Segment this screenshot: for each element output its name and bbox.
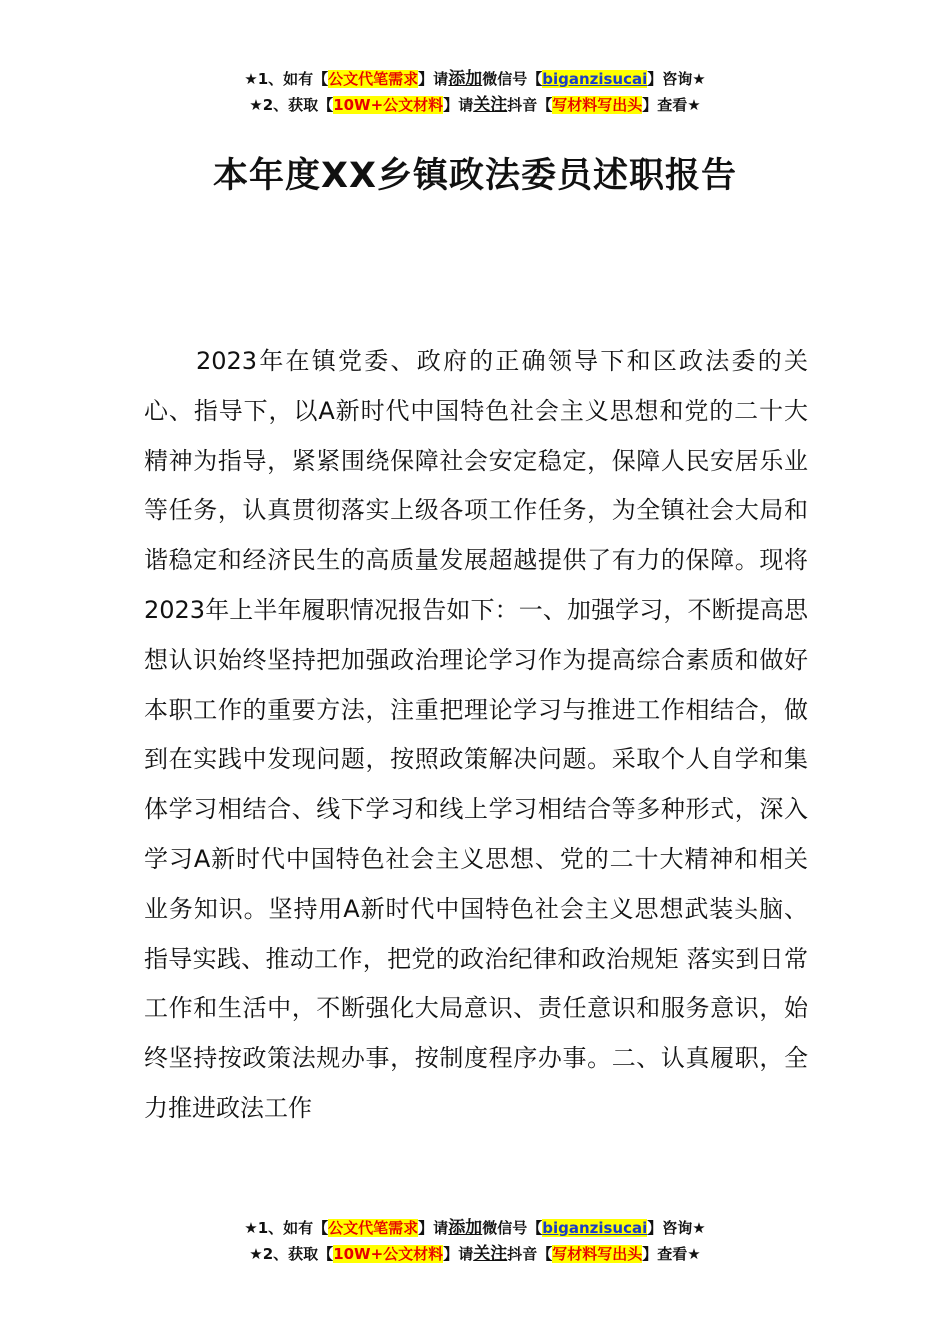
banner-highlight-service: 公文代笔需求 bbox=[328, 1219, 419, 1237]
banner-highlight-materials: 10W+公文材料 bbox=[333, 96, 444, 114]
banner-line-2 bbox=[0, 1241, 950, 1267]
banner-douyin-account[interactable]: 写材料写出头 bbox=[552, 96, 643, 114]
banner-emphasis: 关注 bbox=[473, 1244, 508, 1264]
banner-emphasis: 添加 bbox=[448, 69, 483, 89]
banner-text: 抖音【 bbox=[507, 1245, 553, 1263]
banner-douyin-account[interactable]: 写材料写出头 bbox=[552, 1245, 643, 1263]
footer-banner bbox=[0, 1215, 950, 1267]
banner-text: 】请 bbox=[418, 70, 449, 88]
banner-line-1 bbox=[0, 66, 950, 92]
banner-text: 】请 bbox=[418, 1219, 449, 1237]
body-paragraph: 2023年在镇党委、政府的正确领导下和区政法委的关心、指导下，以A新时代中国特色社会主义思想和党的二十大精神为指导，紧紧围绕保障社会安定稳定，保障人民安居乐业等任务，认真贯彻落实上级各项工作任务，为全镇社会大局和谐稳定和经济民生的高质量发展超越提供了有力的保障。现将2023年上半年履职情况报告如下：一、加强学习，不断提高思想认识始终坚持把加强政治理论学习作为提高综合素质和做好本职工作的重要方法，注重把理论学习与推进工作相结合，做到在实践中发现问题，按照政策解决问题。采取个人自学和集体学习相结合、线下学习和线上学习相结合等多种形式，深入学习A新时代中国特色社会主义思想、党的二十大精神和相关业务知识。坚持用A新时代中国特色社会主义思想武装头脑、指导实践、推动工作，把党的政治纪律和政治规矩 落实到日常工作和生活中，不断强化大局意识、责任意识和服务意识，始终坚持按政策法规办事，按制度程序办事。二、认真履职，全力推进政法工作 bbox=[144, 347, 808, 1122]
banner-text: ★1、如有【 bbox=[244, 70, 329, 88]
banner-line-1 bbox=[0, 1215, 950, 1241]
banner-text: 抖音【 bbox=[507, 96, 553, 114]
banner-text: 微信号【 bbox=[482, 1219, 543, 1237]
banner-text: 】请 bbox=[443, 96, 474, 114]
banner-text: 微信号【 bbox=[482, 70, 543, 88]
header-banner bbox=[0, 66, 950, 118]
banner-text: 】查看★ bbox=[642, 96, 701, 114]
banner-highlight-materials: 10W+公文材料 bbox=[333, 1245, 444, 1263]
banner-emphasis: 添加 bbox=[448, 1218, 483, 1238]
banner-wechat-id[interactable]: biganzisucai bbox=[542, 70, 648, 88]
banner-highlight-service: 公文代笔需求 bbox=[328, 70, 419, 88]
banner-line-2 bbox=[0, 92, 950, 118]
banner-text: ★1、如有【 bbox=[244, 1219, 329, 1237]
banner-wechat-id[interactable]: biganzisucai bbox=[542, 1219, 648, 1237]
document-title: 本年度XX乡镇政法委员述职报告 bbox=[213, 156, 737, 196]
banner-text: 】咨询★ bbox=[647, 70, 706, 88]
banner-text: ★2、获取【 bbox=[249, 1245, 334, 1263]
banner-text: 】请 bbox=[443, 1245, 474, 1263]
banner-text: ★2、获取【 bbox=[249, 96, 334, 114]
banner-text: 】咨询★ bbox=[647, 1219, 706, 1237]
banner-text: 】查看★ bbox=[642, 1245, 701, 1263]
banner-emphasis: 关注 bbox=[473, 95, 508, 115]
